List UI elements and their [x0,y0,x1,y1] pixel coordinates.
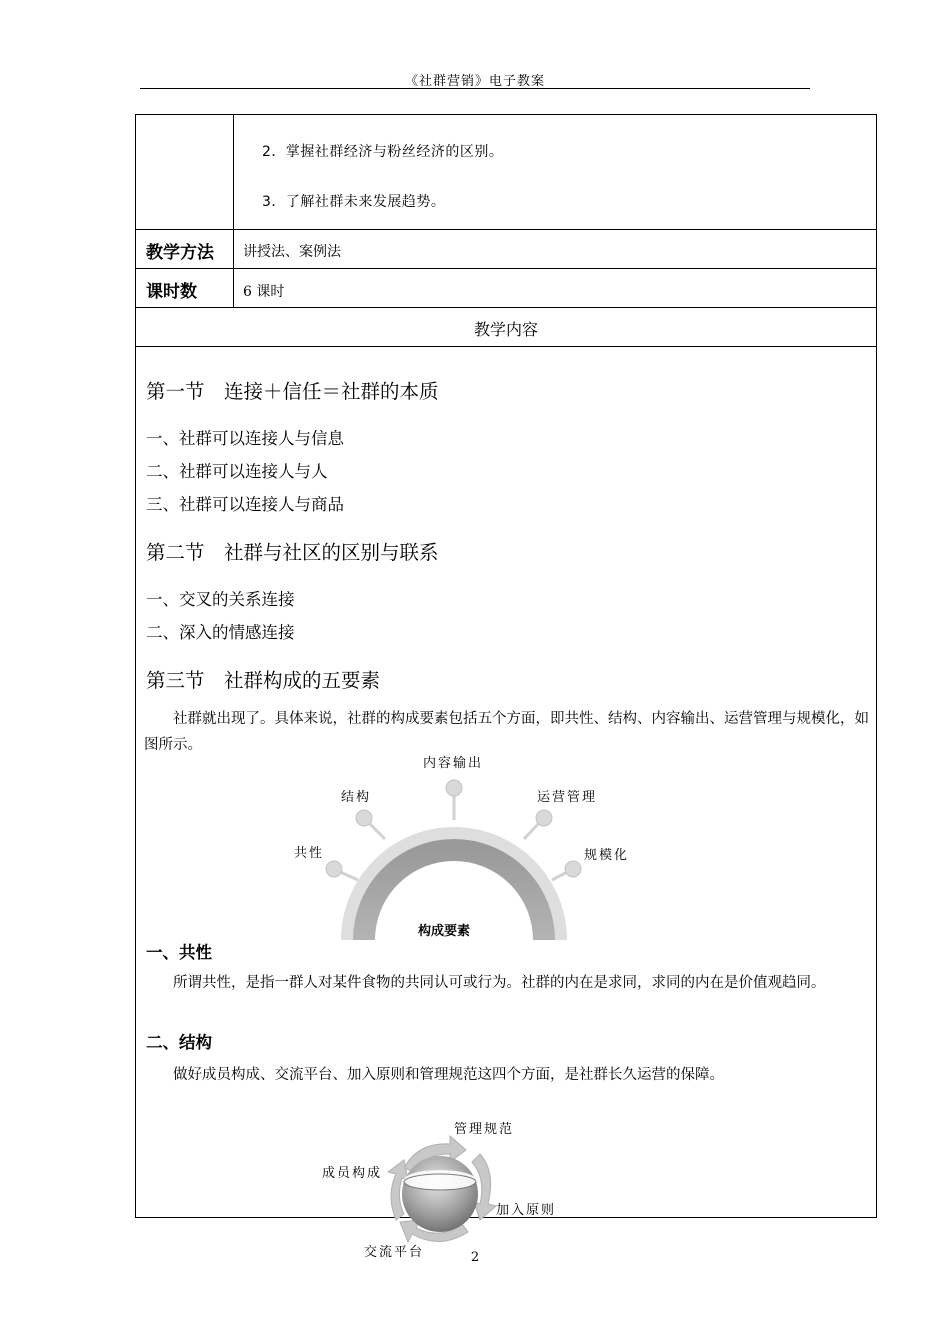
row-divider [136,346,876,347]
label-content-output: 内容输出 [423,756,484,771]
row-divider [136,307,876,308]
method-label: 教学方法 [146,243,214,263]
section-3-intro: 社群就出现了。具体来说，社群的构成要素包括五个方面，即共性、结构、内容输出、运营管理与规模化，如图所示。 [144,711,869,753]
lesson-plan-table [135,114,877,1218]
header-rule [140,88,810,89]
subsection-structure-title: 二、结构 [146,1033,212,1052]
content-title: 教学内容 [473,320,538,339]
label-structure: 结构 [341,790,372,805]
subsection-commonality-text: 所谓共性，是指一群人对某件食物的共同认可或行为。社群的内在是求同，求同的内在是价值观趋同。 [173,975,826,991]
section-2-item: 二、深入的情感连接 [146,623,295,642]
section-2-title: 第二节 社群与社区的区别与联系 [146,541,439,564]
label-member-composition: 成员构成 [322,1166,383,1181]
label-operations: 运营管理 [537,790,598,805]
section-2-item: 一、交叉的关系连接 [146,590,295,609]
diagram-center-label: 构成要素 [418,924,471,939]
structure-cycle-diagram [300,1110,580,1260]
section-3-title: 第三节 社群构成的五要素 [146,669,381,692]
hours-value: 6 课时 [243,284,285,300]
method-value: 讲授法、案例法 [243,244,341,260]
section-1-title: 第一节 连接＋信任＝社群的本质 [146,380,439,403]
document-header: 《社群营销》电子教案 [404,74,545,89]
label-join-principles: 加入原则 [496,1203,557,1218]
page-number: 2 [470,1250,480,1265]
label-management-rules: 管理规范 [454,1122,515,1137]
label-commonality: 共性 [294,846,325,861]
cycle-graphic [300,1110,580,1260]
row-divider [136,268,876,269]
section-1-item: 二、社群可以连接人与人 [146,462,328,481]
knob-scale [565,861,581,877]
five-elements-diagram [276,756,656,940]
knob-structure [356,810,372,826]
objective-item: 3．了解社群未来发展趋势。 [262,194,446,210]
section-1-item: 一、社群可以连接人与信息 [146,429,344,448]
row-divider [136,229,876,230]
label-scale: 规模化 [584,848,630,863]
hours-label: 课时数 [146,282,197,302]
knob-content-output [446,780,462,796]
knob-operations [536,810,552,826]
objective-item: 2．掌握社群经济与粉丝经济的区别。 [262,144,504,160]
knob-commonality [326,861,342,877]
label-communication-platform: 交流平台 [364,1245,425,1260]
subsection-structure-text: 做好成员构成、交流平台、加入原则和管理规范这四个方面，是社群长久运营的保障。 [173,1067,724,1083]
column-divider [233,115,234,308]
section-1-item: 三、社群可以连接人与商品 [146,495,344,514]
subsection-commonality-title: 一、共性 [146,943,212,962]
